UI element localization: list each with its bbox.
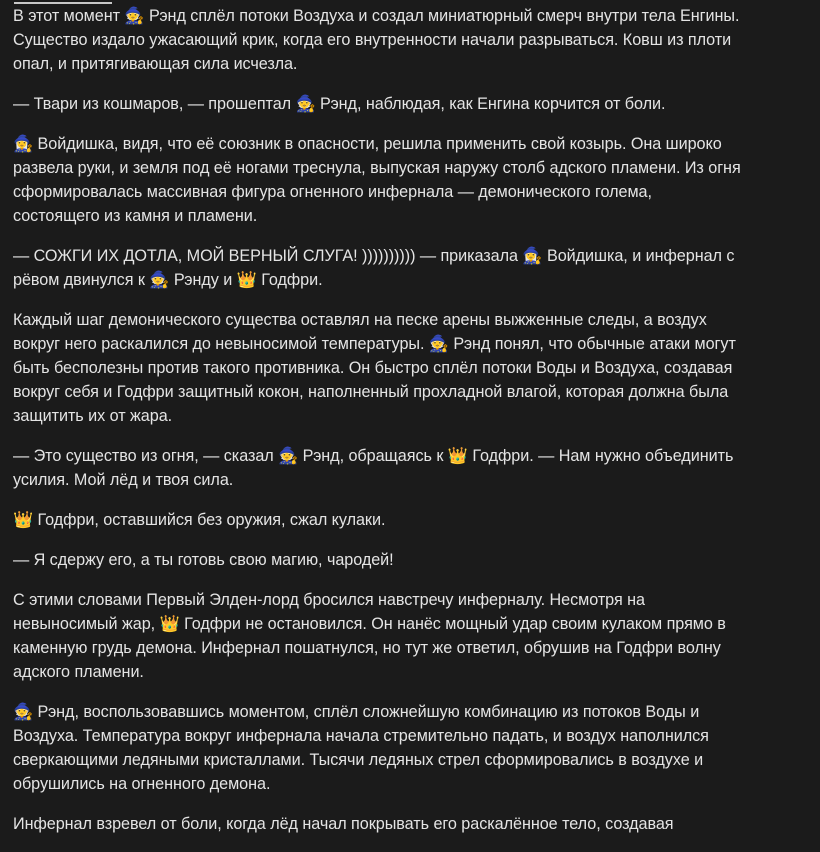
story-paragraph: Инфернал взревел от боли, когда лёд начал покрывать его раскалённое тело, создавая: [13, 815, 674, 833]
story-paragraph: — Я сдержу его, а ты готовь свою магию, чародей!: [13, 551, 394, 569]
story-paragraph: В этот момент 🧙 Рэнд сплёл потоки Воздуха и создал миниатюрный смерч внутри тела Енгины. Существо издало ужасающий крик, когда его внутренности начали разрываться. Ковш из плоти опал, и притягивающая сила исчезла.: [13, 7, 740, 73]
story-paragraph: — Это существо из огня, — сказал 🧙 Рэнд, обращаясь к 👑 Годфри. — Нам нужно объединить усилия. Мой лёд и твоя сила.: [13, 447, 734, 489]
story-paragraph: — Твари из кошмаров, — прошептал 🧙 Рэнд, наблюдая, как Енгина корчится от боли.: [13, 95, 666, 113]
story-paragraph: 👑 Годфри, оставшийся без оружия, сжал кулаки.: [13, 511, 386, 529]
story-text: [13, 4, 813, 852]
story-paragraph: С этими словами Первый Элден-лорд бросился навстречу инферналу. Несмотря на невыносимый жар, 👑 Годфри не остановился. Он нанёс мощный удар своим кулаком прямо в каменную грудь демона. Инфернал пошатнулся, но тут же ответил, обрушив на Годфри волну адского пламени.: [13, 591, 726, 681]
story-paragraph: — СОЖГИ ИХ ДОТЛА, МОЙ ВЕРНЫЙ СЛУГА! )))))))))) — приказала 🧙‍♀️ Войдишка, и инфернал с рёвом двинулся к 🧙 Рэнду и 👑 Годфри.: [13, 247, 735, 289]
story-paragraph: 🧙‍♀️ Войдишка, видя, что её союзник в опасности, решила применить свой козырь. Она широко развела руки, и земля под её ногами треснула, выпуская наружу столб адского пламени. Из огня сформировалась массивная фигура огненного инфернала — демонического голема, состоящего из камня и пламени.: [13, 135, 741, 225]
story-paragraph: 🧙 Рэнд, воспользовавшись моментом, сплёл сложнейшую комбинацию из потоков Воды и Воздуха. Температура вокруг инфернала начала стремительно падать, и воздух наполнился сверкающими ледяными кристаллами. Тысячи ледяных стрел сформировались в воздухе и обрушились на огненного демона.: [13, 703, 709, 793]
story-paragraph: Каждый шаг демонического существа оставлял на песке арены выжженные следы, а воздух вокруг него раскалился до невыносимой температуры. 🧙 Рэнд понял, что обычные атаки могут быть бесполезны против такого противника. Он быстро сплёл потоки Воды и Воздуха, создавая вокруг себя и Годфри защитный кокон, наполненный прохладной влагой, которая должна была защитить их от жара.: [13, 311, 736, 425]
